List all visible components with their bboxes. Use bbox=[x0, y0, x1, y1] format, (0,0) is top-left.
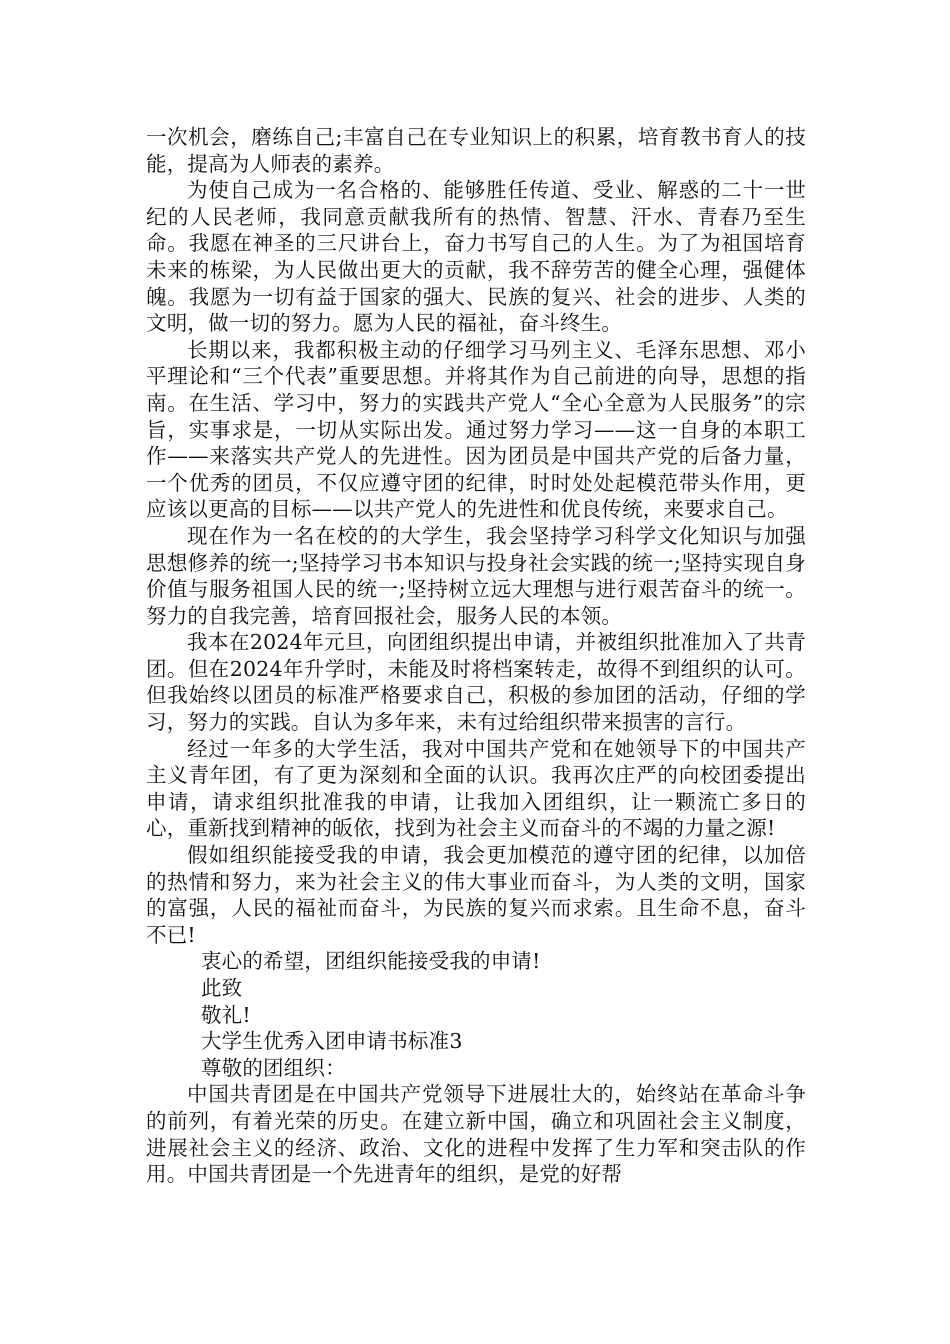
paragraph: 经过一年多的大学生活，我对中国共产党和在她领导下的中国共产主义青年团，有了更为深刻和全面的认识。我再次庄严的向校团委提出申请，请求组织批准我的申请，让我加入团组织，让一颗流亡多日的心，重新找到精神的皈依，找到为社会主义而奋斗的不竭的力量之源! bbox=[146, 736, 806, 841]
paragraph: 假如组织能接受我的申请，我会更加模范的遵守团的纪律，以加倍的热情和努力，来为社会主义的伟大事业而奋斗，为人类的文明，国家的富强，人民的福祉而奋斗，为民族的复兴而求索。且生命不息，奋斗不已! bbox=[146, 843, 806, 947]
salutation-jingli: 敬礼! bbox=[200, 1002, 251, 1027]
closing-wish: 衷心的希望，团组织能接受我的申请! bbox=[200, 949, 541, 974]
paragraph: 长期以来，我都积极主动的仔细学习马列主义、毛泽东思想、邓小平理论和“三个代表”重要思想。并将其作为自己前进的向导，思想的指南。在生活、学习中，努力的实践共产党人“全心全意为人民服务”的宗旨，实事求是，一切从实际出发。通过努力学习——这一自身的本职工作——来落实共产党人的先进性。因为团员是中国共产党的后备力量，一个优秀的团员，不仅应遵守团的纪律，时时处处起模范带头作用，更应该以更高的目标——以共产党人的先进性和优良传统，来要求自己。 bbox=[146, 337, 806, 522]
paragraph-continued: 一次机会，磨练自己;丰富自己在专业知识上的积累，培育教书育人的技能，提高为人师表的素养。 bbox=[146, 125, 806, 176]
salutation-cizhi: 此致 bbox=[200, 976, 243, 1000]
paragraph: 中国共青团是在中国共产党领导下进展壮大的，始终站在革命斗争的前列，有着光荣的历史。在建立新中国，确立和巩固社会主义制度，进展社会主义的经济、政治、文化的进程中发挥了生力军和突击队的作用。中国共青团是一个先进青年的组织，是党的好帮 bbox=[146, 1082, 806, 1187]
paragraph: 为使自己成为一名合格的、能够胜任传道、受业、解惑的二十一世纪的人民老师，我同意贡献我所有的热情、智慧、汗水、青春乃至生命。我愿在神圣的三尺讲台上，奋力书写自己的人生。为了为祖国培育未来的栋梁，为人民做出更大的贡献，我不辞劳苦的健全心理，强健体魄。我愿为一切有益于国家的强大、民族的复兴、社会的进步、人类的文明，做一切的努力。愿为人民的福祉，奋斗终生。 bbox=[146, 178, 806, 336]
greeting: 尊敬的团组织： bbox=[200, 1055, 346, 1080]
paragraph: 现在作为一名在校的的大学生，我会坚持学习科学文化知识与加强思想修养的统一;坚持学习书本知识与投身社会实践的统一;坚持实现自身价值与服务祖国人民的统一;坚持树立远大理想与进行艰苦奋斗的统一。努力的自我完善，培育回报社会，服务人民的本领。 bbox=[146, 523, 806, 628]
section-heading: 大学生优秀入团申请书标准3 bbox=[200, 1029, 463, 1054]
document-body bbox=[146, 124, 806, 1188]
paragraph: 我本在2024年元旦，向团组织提出申请，并被组织批准加入了共青团。但在2024年升学时，未能及时将档案转走，故得不到组织的认可。但我始终以团员的标准严格要求自己，积极的参加团的活动，仔细的学习，努力的实践。自认为多年来，未有过给组织带来损害的言行。 bbox=[146, 630, 806, 735]
